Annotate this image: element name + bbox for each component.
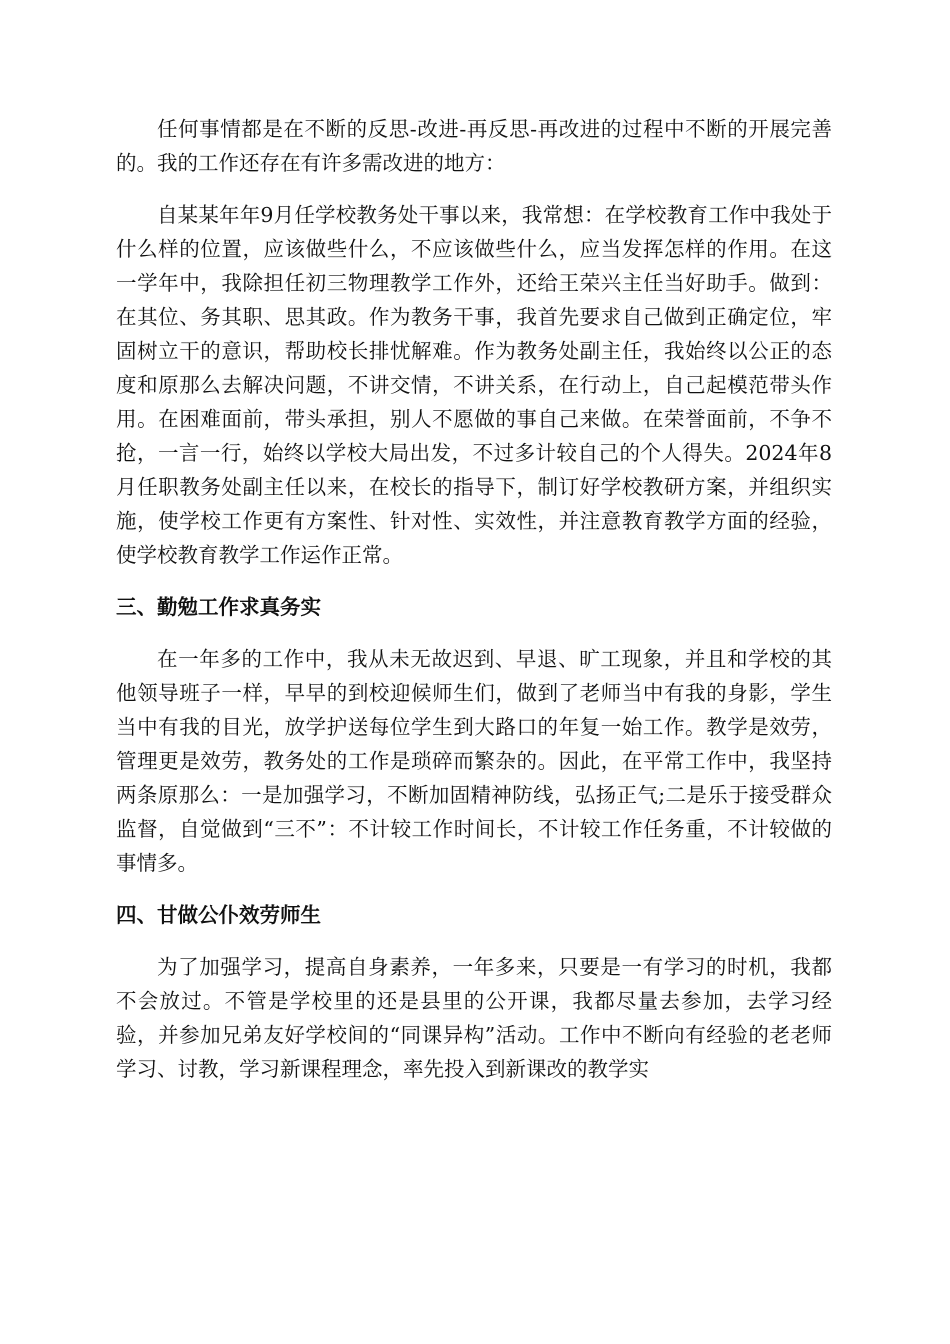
- paragraph-diligence: 在一年多的工作中，我从未无故迟到、早退、旷工现象，并且和学校的其他领导班子一样，早早的到校迎候师生们，做到了老师当中有我的身影，学生当中有我的目光，放学护送每位学生到大路口的年复一始工作。教学是效劳，管理更是效劳，教务处的工作是琐碎而繁杂的。因此，在平常工作中，我坚持两条原那么：一是加强学习，不断加固精神防线，弘扬正气;二是乐于接受群众监督，自觉做到“三不”：不计较工作时间长，不计较工作任务重，不计较做的事情多。: [116, 647, 832, 875]
- section-heading-3: 三、勤勉工作求真务实: [116, 595, 321, 619]
- paragraph-position: 自某某年年9月任学校教务处干事以来，我常想：在学校教育工作中我处于什么样的位置，应该做些什么，不应该做些什么，应当发挥怎样的作用。在这一学年中，我除担任初三物理教学工作外，还给王荣兴主任当好助手。做到：在其位、务其职、思其政。作为教务干事，我首先要求自己做到正确定位，牢固树立干的意识，帮助校长排忧解难。作为教务处副主任，我始终以公正的态度和原那么去解决问题，不讲交情，不讲关系，在行动上，自己起模范带头作用。在困难面前，带头承担，别人不愿做的事自己来做。在荣誉面前，不争不抢，一言一行，始终以学校大局出发，不过多计较自己的个人得失。2024年8月任职教务处副主任以来，在校长的指导下，制订好学校教研方案，并组织实施，使学校工作更有方案性、针对性、实效性，并注意教育教学方面的经验，使学校教育教学工作运作正常。: [116, 203, 832, 567]
- paragraph-study: 为了加强学习，提高自身素养，一年多来，只要是一有学习的时机，我都不会放过。不管是学校里的还是县里的公开课，我都尽量去参加，去学习经验，并参加兄弟友好学校间的“同课异构”活动。工作中不断向有经验的老老师学习、讨教，学习新课程理念，率先投入到新课改的教学实: [116, 955, 832, 1081]
- paragraph-reflection: 任何事情都是在不断的反思-改进-再反思-再改进的过程中不断的开展完善的。我的工作还存在有许多需改进的地方：: [116, 117, 832, 175]
- document-page: [116, 112, 832, 1104]
- section-heading-4: 四、甘做公仆效劳师生: [116, 903, 321, 927]
